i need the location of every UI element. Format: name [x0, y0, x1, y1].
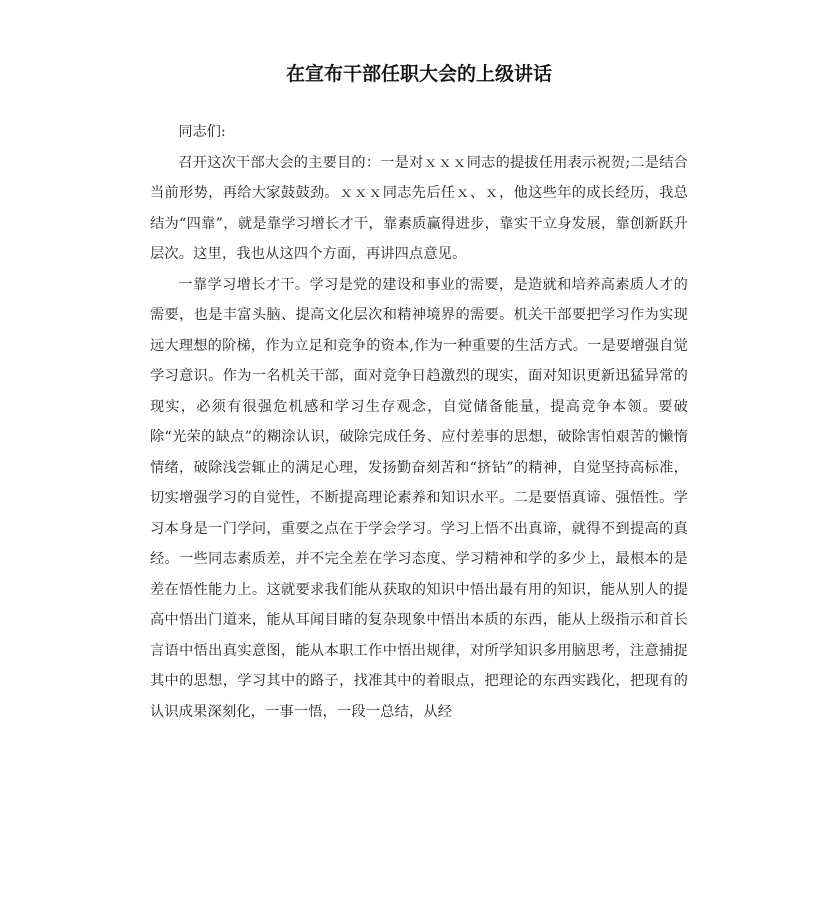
paragraph-intro: 召开这次干部大会的主要目的：一是对ｘｘｘ同志的提拔任用表示祝贺;二是结合当前形势，再给大家鼓鼓劲。ｘｘｘ同志先后任ｘ、ｘ，他这些年的成长经历，我总结为“四靠”，就是靠学习增长才干，靠素质赢得进步，靠实干立身发展，靠创新跃升层次。这里，我也从这四个方面，再讲四点意见。 — [150, 154, 688, 262]
salutation: 同志们: — [178, 124, 226, 140]
document-body — [150, 117, 688, 727]
paragraph-study: 一靠学习增长才干。学习是党的建设和事业的需要，是造就和培养高素质人才的需要，也是丰富头脑、提高文化层次和精神境界的需要。机关干部要把学习作为实现远大理想的阶梯，作为立足和竞争的资本,作为一种重要的生活方式。一是要增强自觉学习意识。作为一名机关干部，面对竞争日趋激烈的现实，面对知识更新迅猛异常的现实，必须有很强危机感和学习生存观念，自觉储备能量，提高竞争本领。要破除“光荣的缺点”的糊涂认识，破除完成任务、应付差事的思想，破除害怕艰苦的懒惰情绪，破除浅尝辄止的满足心理，发扬勤奋刻苦和“挤钻”的精神，自觉坚持高标准，切实增强学习的自觉性，不断提高理论素养和知识水平。二是要悟真谛、强悟性。学习本身是一门学问，重要之点在于学会学习。学习上悟不出真谛，就得不到提高的真经。一些同志素质差，并不完全差在学习态度、学习精神和学的多少上，最根本的是差在悟性能力上。这就要求我们能从获取的知识中悟出最有用的知识，能从别人的提高中悟出门道来，能从耳闻目睹的复杂现象中悟出本质的东西，能从上级指示和首长言语中悟出真实意图，能从本职工作中悟出规律，对所学知识多用脑思考，注意捕捉其中的思想，学习其中的路子，找准其中的着眼点，把理论的东西实践化，把现有的认识成果深刻化，一事一悟，一段一总结，从经 — [150, 276, 688, 720]
page-title: 在宣布干部任职大会的上级讲话 — [285, 63, 552, 85]
